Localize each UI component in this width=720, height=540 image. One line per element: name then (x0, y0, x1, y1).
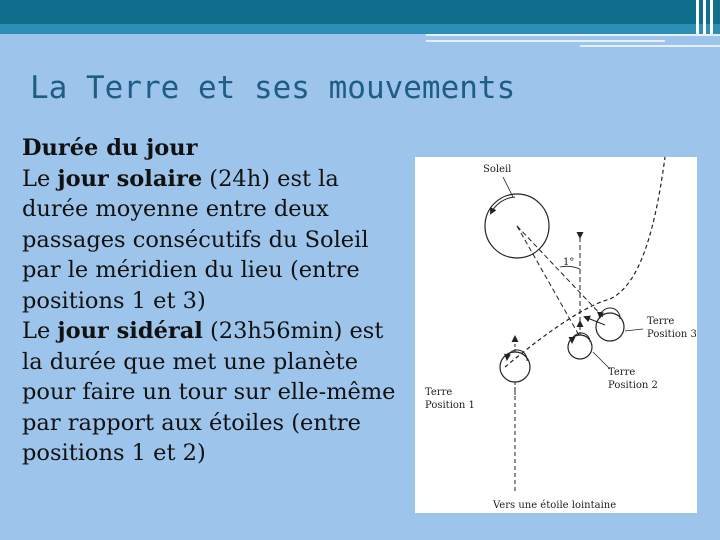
label-position-2: Position 2 (608, 380, 658, 391)
term-solar-day: jour solaire (57, 165, 203, 192)
label-vers-etoile: Vers une étoile lointaine (493, 500, 617, 511)
earth-3-arrow (585, 317, 605, 325)
decorative-lines (420, 0, 720, 50)
text: Le (22, 318, 58, 344)
sun-rotation-arrow (491, 197, 515, 213)
slide-content (22, 133, 397, 469)
dashed-line-sun-pos3 (517, 226, 605, 319)
dashed-line-sun-pos2 (517, 226, 580, 337)
label-position-1: Position 1 (425, 400, 475, 411)
text: (24h) est la durée moyenne entre deux passages consécutifs du Soleil par le méridien du lieu (entre positions 1 et 3) (22, 165, 369, 314)
earth-position-1 (500, 352, 530, 382)
paragraph-solar-day (22, 164, 397, 317)
label-soleil: Soleil (483, 164, 512, 175)
text: Le (22, 165, 58, 192)
text: (23h56min) est la durée que met une planète pour faire un tour sur elle-même par rapport aux étoiles (entre positions 1 et 2) (22, 318, 396, 466)
earth-3-pointer-line (625, 329, 643, 331)
paragraph-sidereal-day (22, 316, 397, 469)
sun-pointer-line (503, 177, 513, 197)
label-terre-3: Terre (647, 316, 675, 327)
label-terre-1: Terre (425, 387, 453, 398)
term-sidereal-day: jour sidéral (57, 318, 203, 344)
earth-rotation-diagram (415, 157, 697, 513)
earth-position-2 (568, 335, 592, 359)
slide-title: La Terre et ses mouvements (30, 70, 516, 106)
label-angle: 1° (563, 257, 575, 268)
section-heading: Durée du jour (22, 135, 198, 161)
label-position-3: Position 3 (647, 329, 697, 340)
label-terre-2: Terre (608, 367, 636, 378)
